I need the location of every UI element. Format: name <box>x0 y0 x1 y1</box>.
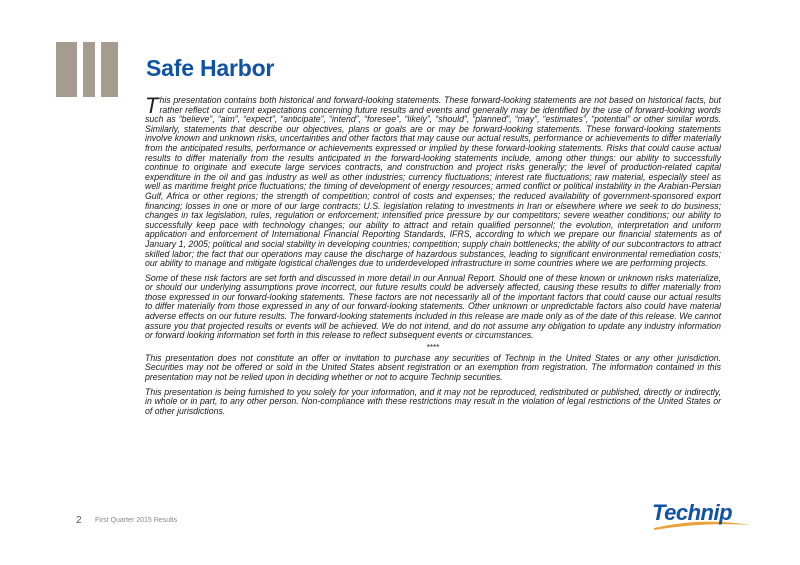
logo-text: Technip <box>652 500 733 525</box>
decorative-bars <box>56 42 120 97</box>
decorative-bar <box>83 42 95 97</box>
footer-label: First Quarter 2015 Results <box>95 517 178 524</box>
page-number: 2 <box>76 515 82 526</box>
drop-cap: T <box>145 93 159 118</box>
technip-logo <box>646 495 758 533</box>
paragraph-forward-looking <box>145 93 721 269</box>
separator: **** <box>426 342 440 352</box>
disclaimer-body <box>145 93 721 421</box>
decorative-bar <box>56 42 77 97</box>
slide-title: Safe Harbor <box>146 55 275 81</box>
paragraph-furnished: This presentation is being furnished to you solely for your information, and it may not be reproduced, redistributed or published, directly or indirectly, in whole or in part, to any other person. Non-compliance with these restrictions may result in the violation of legal restrictions of the United States or of other jurisdictions. <box>145 386 721 416</box>
paragraph-risk-factors: Some of these risk factors are set forth and discussed in more detail in our Annual Report. Should one of these known or unknown risks materialize, or should our underlying assumptions prove incorrect, our future results could be adversely affected, causing these results to differ materially from those expressed in our forward-looking statements. These factors are not necessarily all of the important factors that could cause our actual results to differ materially from those expressed in any of our forward-looking statements. Other unknown or unpredictable factors also could have material adverse effects on our future results. The forward-looking statements included in this release are made only as of the date of this release. We cannot assure you that projected results or events will be achieved. We do not intend, and do not assume any obligation to update any industry information or forward looking information set forth in this release to reflect subsequent events or circumstances. <box>145 272 721 341</box>
paragraph-text: his presentation contains both historical and forward-looking statements. These forward-looking statements are not based on historical facts, but rather reflect our current expectations concerning future results and events and generally may be identified by the use of forward-looking words such as “believe”, “aim”, “expect”, “anticipate”, “intend”, “foresee”, “likely”, “should”, “planned”, “may”, “estimates”, “potential” or other similar words. Similarly, statements that describe our objectives, plans or goals are or may be forward-looking statements. These forward-looking statements involve known and unknown risks, uncertainties and other factors that may cause our actual results, performance or achievements to differ materially from the anticipated results, performance or achievements expressed or implied by these forward-looking statements. Risks that could cause actual results to differ materially from the results anticipated in the forward-looking statements include, among other things: our ability to successfully continue to originate and execute large services contracts, and construction and project risks generally; the level of production-related capital expenditure in the oil and gas industry as well as other industries; currency fluctuations; interest rate fluctuations; raw material, especially steel as well as maritime freight price fluctuations; the timing of development of energy resources; armed conflict or political instability in the Arabian-Persian Gulf, Africa or other regions; the strength of competition; control of costs and expenses; the reduced availability of government-sponsored export financing; losses in one or more of our large contracts; U.S. legislation relating to investments in Iran or elsewhere where we seek to do business; changes in tax legislation, rules, regulation or enforcement; intensified price pressure by our competitors; severe weather conditions; our ability to successfully keep pace with technology changes; our ability to attract and retain qualified personnel; the evolution, interpretation and uniform application and enforcement of International Financial Reporting Standards, IFRS, according to which we prepare our financial statements as of January 1, 2005; political and social stability in developing countries; competition; supply chain bottlenecks; the ability of our subcontractors to attract skilled labor; the fact that our operations may cause the discharge of hazardous substances, leading to significant environmental remediation costs; our ability to manage and mitigate logistical challenges due to underdeveloped infrastructure in some countries where we are performing projects. <box>145 95 721 269</box>
paragraph-no-offer: This presentation does not constitute an offer or invitation to purchase any securities of Technip in the United States or any other jurisdiction. Securities may not be offered or sold in the United States absent registration or an exemption from registration. The information contained in this presentation may not be relied upon in deciding whether or not to acquire Technip securities. <box>145 352 721 383</box>
decorative-bar <box>101 42 118 97</box>
